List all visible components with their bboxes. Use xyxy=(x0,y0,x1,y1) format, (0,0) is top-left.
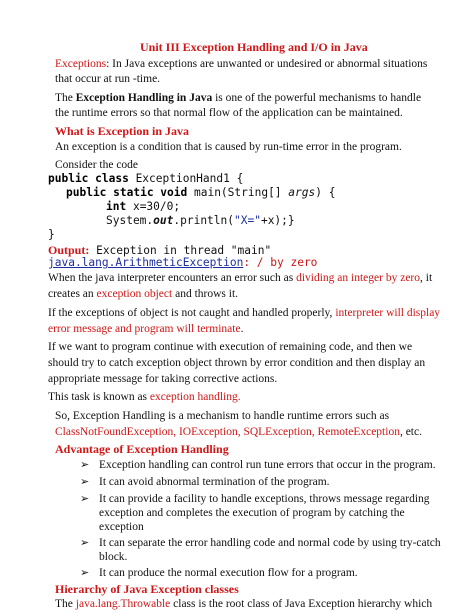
code-text: main(String[] xyxy=(187,186,289,199)
bullet-item: It can avoid abnormal termination of the program. xyxy=(99,476,330,488)
p7-text-b: , etc. xyxy=(399,426,422,438)
p3-text-a: When the java interpreter encounters an error such as xyxy=(48,272,297,284)
bullet-item-cont: block. xyxy=(99,551,128,563)
code-line-3 xyxy=(106,200,180,214)
p6-red: exception handling. xyxy=(149,391,241,403)
heading-hierarchy: Hierarchy of Java Exception classes xyxy=(55,582,239,596)
arrow-bullet-icon: ➢ xyxy=(80,458,90,471)
p3-red: dividing an integer by zero xyxy=(296,272,420,284)
intro-label: Exceptions xyxy=(55,58,107,70)
intro-line-2: that occur at run -time. xyxy=(55,73,161,85)
code-keyword: int xyxy=(106,200,127,213)
consider-code-text: Consider the code xyxy=(55,159,139,171)
throwable-class: java.lang.Throwable xyxy=(75,598,171,610)
intro-text: : In Java exceptions are unwanted or undesired or abnormal situations xyxy=(106,58,428,70)
para-not-caught-1 xyxy=(48,306,440,320)
code-keyword: public static void xyxy=(66,186,188,199)
para-so-1: So, Exception Handling is a mechanism to handle runtime errors such as xyxy=(55,410,390,422)
p3-text-c: creates an xyxy=(48,288,97,300)
code-text: .println( xyxy=(173,214,234,227)
para-throwable xyxy=(55,597,432,611)
code-text: +x);} xyxy=(260,214,295,227)
arrow-bullet-icon: ➢ xyxy=(80,566,90,579)
code-keyword: public class xyxy=(48,172,129,185)
p2-text-a: The xyxy=(55,92,76,104)
code-out: out xyxy=(153,214,174,227)
code-args: args xyxy=(288,186,316,199)
para-interpreter-1 xyxy=(48,271,432,285)
arrow-bullet-icon: ➢ xyxy=(80,475,90,488)
arrow-bullet-icon: ➢ xyxy=(80,492,90,505)
heading-advantage: Advantage of Exception Handling xyxy=(55,442,229,456)
arrow-bullet-icon: ➢ xyxy=(80,536,90,549)
output-text: Exception in thread "main" xyxy=(89,244,272,257)
para-interpreter-2 xyxy=(48,287,238,301)
exception-class-link[interactable]: java.lang.ArithmeticException xyxy=(48,256,244,269)
last-text-a: The xyxy=(55,598,76,610)
p6-text: This task is known as xyxy=(48,391,150,403)
p4-text-b: . xyxy=(240,323,244,335)
code-line-1 xyxy=(48,172,243,186)
p4-red-2: error message and program will terminate xyxy=(48,323,241,335)
exception-list: ClassNotFoundException, IOException, SQLException, RemoteException xyxy=(55,426,400,438)
code-string: "X=" xyxy=(234,214,261,227)
para-task-known xyxy=(48,390,241,404)
code-line-4 xyxy=(106,214,295,228)
intro-line-1 xyxy=(55,57,427,71)
heading-what-is-exception: What is Exception in Java xyxy=(55,124,190,138)
para-exception-handling-2: the runtime errors so that normal flow of the application can be maintained. xyxy=(55,107,403,119)
code-text: ExceptionHand1 { xyxy=(128,172,244,185)
output-label: Output: xyxy=(48,243,90,257)
code-text: ) { xyxy=(315,186,336,199)
code-text: x=30/0; xyxy=(126,200,181,213)
bullet-item: Exception handling can control run tune errors that occur in the program. xyxy=(99,459,436,471)
para-continue-2: should try to catch exception object thrown by error condition and then display an xyxy=(48,357,426,369)
what-is-exception-text: An exception is a condition that is caused by run-time error in the program. xyxy=(55,141,402,153)
para-so-2 xyxy=(55,425,422,439)
bullet-item-cont: exception and completes the execution of program by catching the xyxy=(99,507,405,519)
p3-text-b: , it xyxy=(420,272,433,284)
code-line-5: } xyxy=(48,228,55,241)
bullet-item: It can produce the normal execution flow for a program. xyxy=(99,567,358,579)
para-continue-3: appropriate message for taking corrective actions. xyxy=(48,373,278,385)
code-text: System. xyxy=(106,214,154,227)
bullet-item: It can provide a facility to handle exceptions, throws message regarding xyxy=(99,493,430,505)
p4-text-a: If the exceptions of object is not caught and handled properly, xyxy=(48,307,336,319)
para-exception-handling-1 xyxy=(55,91,421,105)
para-continue-1: If we want to program continue with execution of remaining code, and then we xyxy=(48,341,413,353)
output-text-2: : / by zero xyxy=(243,256,318,269)
bullet-item: It can separate the error handling code and normal code by using try-catch xyxy=(99,537,441,549)
p4-red: interpreter will display xyxy=(335,307,441,319)
p2-bold: Exception Handling in Java xyxy=(75,92,213,104)
para-not-caught-2 xyxy=(48,322,243,336)
last-text-b: class is the root class of Java Exception hierarchy which xyxy=(170,598,433,610)
p2-text-b: is one of the powerful mechanisms to handle xyxy=(212,92,422,104)
p3-text-d: and throws it. xyxy=(172,288,239,300)
output-line-2 xyxy=(48,256,317,270)
bullet-item-cont: exception xyxy=(99,521,144,533)
page-title: Unit III Exception Handling and I/O in Java xyxy=(140,40,368,54)
p3-red-2: exception object xyxy=(96,288,173,300)
code-line-2 xyxy=(66,186,335,200)
